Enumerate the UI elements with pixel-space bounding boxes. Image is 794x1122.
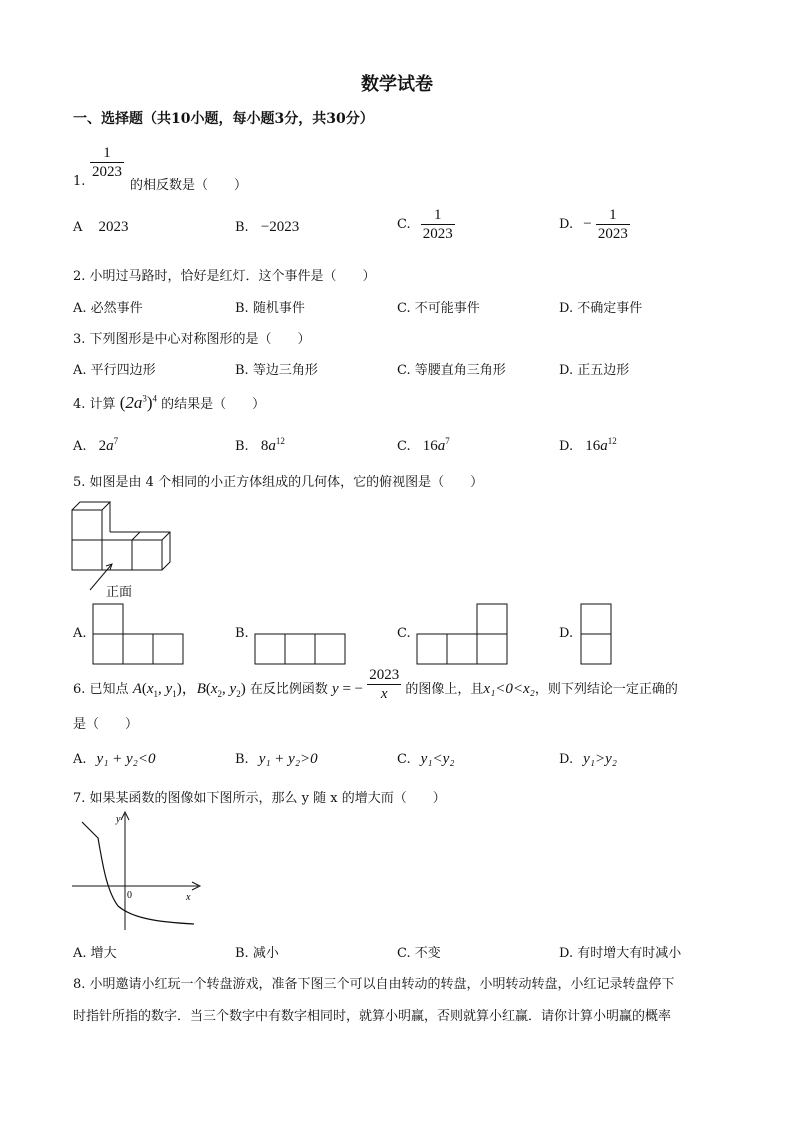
q1-option-d[interactable]: D. − $\frac{1}{2023}$	[559, 207, 628, 242]
q3-option-b[interactable]: B. 等边三角形	[235, 363, 318, 378]
q1-option-b[interactable]: B. −2023	[235, 219, 300, 235]
q7-option-d[interactable]: D. 有时增大有时减小	[559, 946, 682, 961]
q5-solid-figure	[70, 498, 180, 578]
q7-option-a[interactable]: A. 增大	[73, 946, 117, 961]
q6-option-c[interactable]: C. y₁<y₂	[397, 751, 455, 767]
q2-option-d[interactable]: D. 不确定事件	[559, 301, 643, 316]
question-4: 4. 计算 $(2a^3)^4$ 的结果是（ ）	[73, 393, 266, 412]
q6-option-a[interactable]: A. y₁ + y₂<0	[73, 751, 156, 767]
q5-option-c-label[interactable]: C.	[397, 626, 411, 641]
q1-number: 1.	[73, 174, 86, 189]
q1-option-a[interactable]: A 2023	[73, 219, 129, 235]
q3-option-c[interactable]: C. 等腰直角三角形	[397, 363, 506, 378]
section-heading: 一、选择题（共10小题，每小题3分，共30分）	[73, 111, 374, 127]
q7-axis-y-label: y	[116, 814, 121, 825]
q7-option-c[interactable]: C. 不变	[397, 946, 441, 961]
q3-option-a[interactable]: A. 平行四边形	[73, 363, 156, 378]
q5-option-b-label[interactable]: B.	[235, 626, 249, 641]
q4-option-c[interactable]: C. $16a^7$	[397, 436, 450, 454]
q4-option-b[interactable]: B. $8a^{12}$	[235, 436, 285, 454]
q4-expression: $(2a^3)^4$	[119, 393, 158, 412]
q5-option-d-label[interactable]: D.	[559, 626, 574, 641]
q4-option-d[interactable]: D. $16a^{12}$	[559, 436, 617, 454]
q7-origin-label: 0	[127, 890, 132, 901]
question-3: 3. 下列图形是中心对称图形的是（ ）	[73, 332, 311, 347]
q2-option-a[interactable]: A. 必然事件	[73, 301, 143, 316]
question-8-line-2: 时指针所指的数字．当三个数字中有数字相同时，就算小明赢，否则就算小红赢．请你计算小明赢的概率	[73, 1009, 672, 1024]
q5-option-c-figure[interactable]	[416, 603, 508, 665]
q6-line2: 是（ ）	[73, 717, 139, 732]
q2-option-b[interactable]: B. 随机事件	[235, 301, 305, 316]
q5-option-b-figure[interactable]	[254, 633, 346, 665]
question-7: 7. 如果某函数的图像如下图所示，那么 y 随 x 的增大而（ ）	[73, 791, 446, 806]
front-label: 正面	[106, 585, 133, 600]
q3-option-d[interactable]: D. 正五边形	[559, 363, 630, 378]
question-5: 5. 如图是由 4 个相同的小正方体组成的几何体，它的俯视图是（ ）	[73, 475, 484, 490]
q5-option-a-figure[interactable]	[92, 603, 184, 665]
q7-axis-x-label: x	[186, 892, 191, 903]
q6-option-d[interactable]: D. y₁>y₂	[559, 751, 617, 767]
q6-function-fraction: $\frac{2023}{x}$	[369, 667, 400, 702]
q6-option-b[interactable]: B. y₁ + y₂>0	[235, 751, 318, 767]
q1-stem: 的相反数是（ ）	[130, 178, 248, 193]
q7-option-b[interactable]: B. 减小	[235, 946, 279, 961]
q2-option-c[interactable]: C. 不可能事件	[397, 301, 480, 316]
q1-option-c[interactable]: C. $\frac{1}{2023}$	[397, 207, 453, 242]
question-6: 6. 已知点 $A(x_1$, $y_1$)，$B(x_2$, $y_2$) 在反比例函数 y = − $\frac{2023}{x}$ 的图像上，且x₁<0<x₂，则下列结论一定正确的	[73, 667, 678, 702]
q7-function-graph	[70, 810, 210, 935]
question-8-line-1: 8. 小明邀请小红玩一个转盘游戏，准备下图三个可以自由转动的转盘，小明转动转盘，小红记录转盘停下	[73, 977, 675, 992]
page-title: 数学试卷	[361, 74, 433, 95]
q1-fraction: $\frac{1}{2023}$	[92, 145, 122, 180]
q5-option-d-figure[interactable]	[580, 603, 612, 665]
question-2: 2. 小明过马路时，恰好是红灯．这个事件是（ ）	[73, 269, 376, 284]
q5-option-a-label[interactable]: A.	[73, 626, 87, 641]
q4-option-a[interactable]: A. $2a^7$	[73, 436, 119, 454]
